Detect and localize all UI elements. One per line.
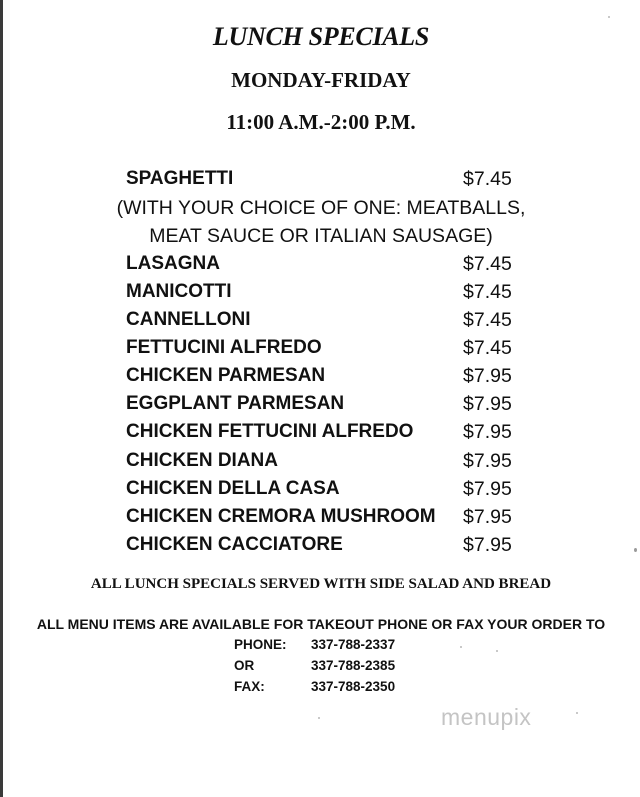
- menu-item-price: $7.45: [463, 337, 512, 359]
- menu-item-name: CHICKEN DIANA: [126, 450, 278, 471]
- hours-subtitle: 11:00 A.M.-2:00 P.M.: [226, 110, 416, 134]
- scan-speck: [608, 16, 610, 18]
- menu-item-name: MANICOTTI: [126, 281, 232, 302]
- menu-item-price: $7.95: [463, 393, 512, 415]
- menu-item-price: $7.45: [463, 281, 512, 303]
- contact-label: FAX:: [234, 679, 265, 694]
- menu-item-price: $7.95: [463, 450, 512, 472]
- menu-item-name: CANNELLONI: [126, 309, 251, 330]
- scan-speck: [576, 712, 578, 714]
- menu-item-note: MEAT SAUCE OR ITALIAN SAUSAGE): [149, 225, 493, 247]
- menu-item-name: CHICKEN CREMORA MUSHROOM: [126, 506, 436, 527]
- menu-item-price: $7.45: [463, 253, 512, 275]
- phone-number: 337-788-2385: [311, 658, 396, 673]
- scan-speck: [634, 548, 637, 552]
- phone-number: 337-788-2337: [311, 637, 396, 652]
- menu-item-name: CHICKEN FETTUCINI ALFREDO: [126, 421, 414, 442]
- watermark-logo: menupix: [441, 704, 532, 730]
- menu-item-price: $7.45: [463, 168, 512, 190]
- fax-number: 337-788-2350: [311, 679, 396, 694]
- menu-item-price: $7.45: [463, 309, 512, 331]
- days-subtitle: MONDAY-FRIDAY: [231, 68, 411, 92]
- menu-item-note: (WITH YOUR CHOICE OF ONE: MEATBALLS,: [116, 197, 526, 219]
- menu-item-name: FETTUCINI ALFREDO: [126, 337, 322, 358]
- scan-speck: [460, 646, 462, 648]
- menu-item-name: CHICKEN CACCIATORE: [126, 534, 343, 555]
- page-title: LUNCH SPECIALS: [212, 22, 430, 51]
- contact-label: PHONE:: [234, 637, 287, 652]
- menu-item-name: CHICKEN PARMESAN: [126, 365, 326, 386]
- takeout-note: ALL MENU ITEMS ARE AVAILABLE FOR TAKEOUT PHONE OR FAX YOUR ORDER TO: [36, 616, 606, 632]
- menu-item-name: LASAGNA: [126, 253, 220, 274]
- scan-speck: [318, 717, 320, 719]
- menu-item-price: $7.95: [463, 506, 512, 528]
- menu-item-name: SPAGHETTI: [126, 168, 234, 189]
- menu-item-price: $7.95: [463, 365, 512, 387]
- menu-item-name: EGGPLANT PARMESAN: [126, 393, 345, 414]
- menu-item-price: $7.95: [463, 421, 512, 443]
- menu-item-price: $7.95: [463, 534, 512, 556]
- scan-speck: [496, 650, 498, 652]
- menu-item-price: $7.95: [463, 478, 512, 500]
- contact-label: OR: [234, 658, 255, 673]
- sides-note: ALL LUNCH SPECIALS SERVED WITH SIDE SALAD AND BREAD: [90, 576, 552, 592]
- menu-item-name: CHICKEN DELLA CASA: [126, 478, 340, 499]
